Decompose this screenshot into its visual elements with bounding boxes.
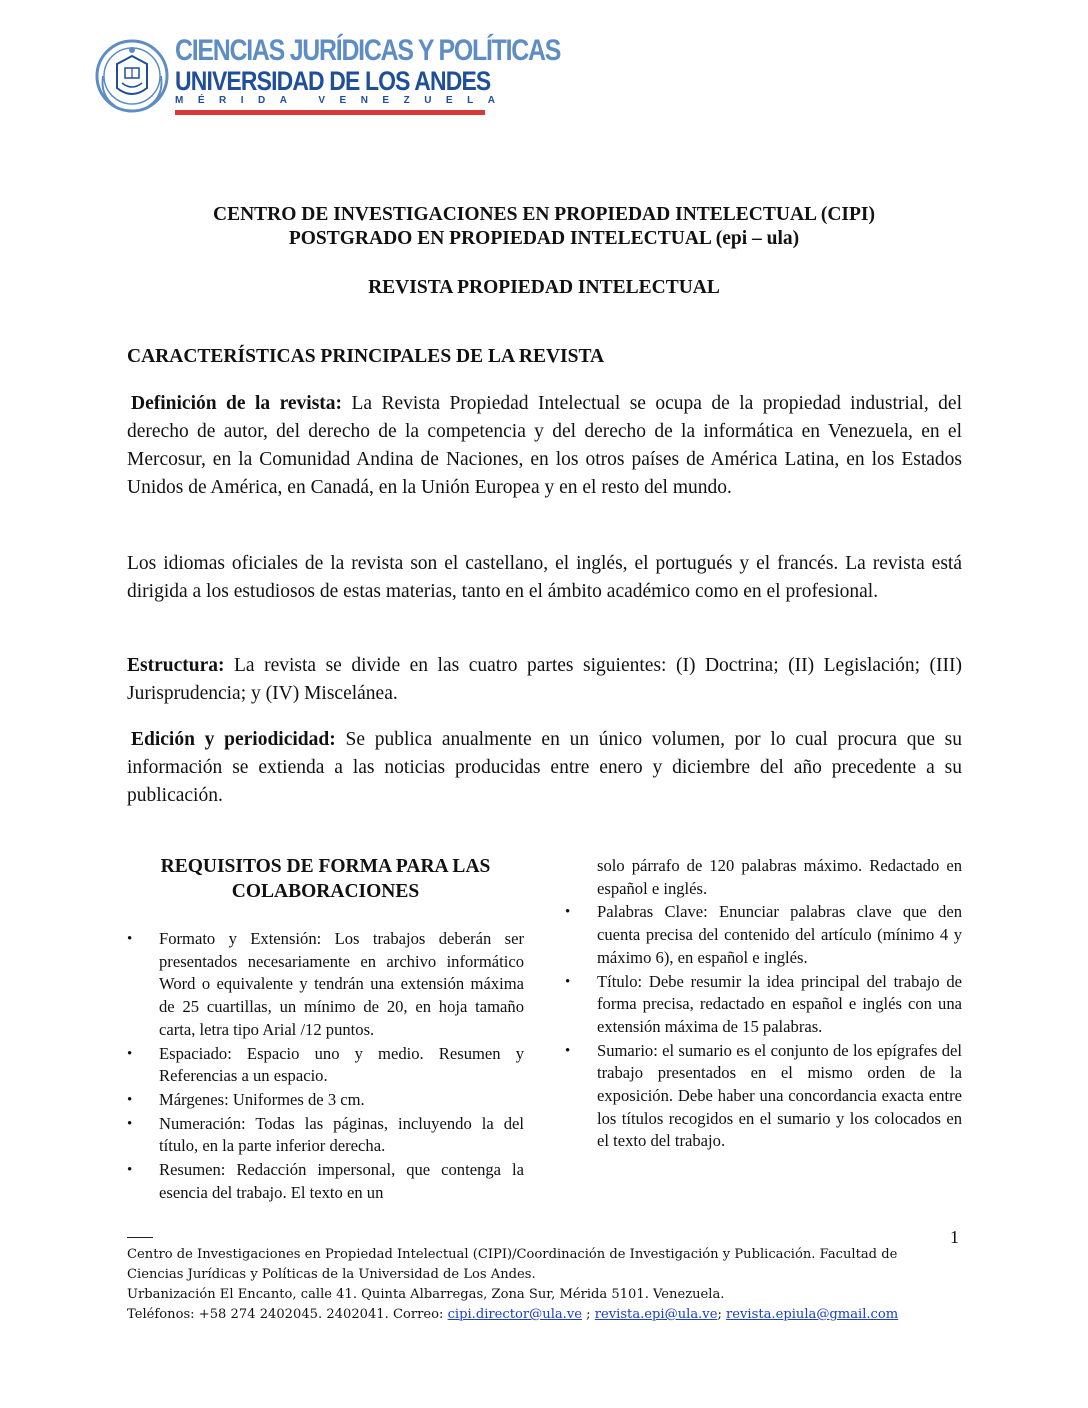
list-item-text: Espaciado: Espacio uno y medio. Resumen y Referencias a un espacio. xyxy=(159,1043,524,1086)
requisitos-list-right xyxy=(565,901,962,1153)
paragraph-idiomas xyxy=(127,550,962,606)
requisitos-right-column xyxy=(565,855,962,1154)
list-item xyxy=(127,928,524,1042)
footer-address-line-2: Urbanización El Encanto, calle 41. Quinta Albarregas, Zona Sur, Mérida 5101. Venezuela. xyxy=(127,1287,725,1302)
list-item xyxy=(565,971,962,1039)
footer-address-line-1: Centro de Investigaciones en Propiedad Intelectual (CIPI)/Coordinación de Investigación y Publicación. Facultad de Ciencias Jurídicas y Políticas de la Universidad de Los Andes. xyxy=(127,1247,898,1282)
header-line-2: POSTGRADO EN PROPIEDAD INTELECTUAL (epi – ula) xyxy=(288,228,800,249)
list-item xyxy=(127,1043,524,1088)
bullet-icon: • xyxy=(565,904,571,921)
letterhead-faculty: CIENCIAS JURÍDICAS Y POLÍTICAS xyxy=(175,34,561,67)
footer-contact-line xyxy=(127,1305,927,1325)
header-line-1: CENTRO DE INVESTIGACIONES EN PROPIEDAD INTELECTUAL (CIPI) xyxy=(212,204,876,225)
paragraph-label: Estructura: xyxy=(127,655,225,676)
paragraph-edicion xyxy=(127,726,962,810)
bullet-icon: • xyxy=(127,1091,133,1108)
paragraph-text: Los idiomas oficiales de la revista son el castellano, el inglés, el portugués y el francés. La revista está dirigida a los estudiosos de estas materias, tanto en el ámbito académico como en el profesional. xyxy=(127,553,962,602)
letterhead-location: MÉRIDA VENEZUELA xyxy=(175,95,510,106)
list-item-text: Numeración: Todas las páginas, incluyendo la del título, en la parte inferior derecha. xyxy=(159,1113,524,1156)
bullet-icon: • xyxy=(565,1042,571,1059)
university-seal-icon xyxy=(95,36,169,116)
paragraph-label: Definición de la revista: xyxy=(131,393,343,414)
footer-phones: Teléfonos: +58 274 2402045. 2402041. Correo: xyxy=(127,1307,448,1322)
footer-rule xyxy=(127,1237,153,1238)
section-title: CARACTERÍSTICAS PRINCIPALES DE LA REVISTA xyxy=(127,346,605,367)
journal-title: REVISTA PROPIEDAD INTELECTUAL xyxy=(368,277,720,298)
paragraph-definicion xyxy=(127,390,962,502)
list-item xyxy=(127,1113,524,1158)
bullet-icon: • xyxy=(565,973,571,990)
paragraph-estructura xyxy=(127,652,962,708)
footer-separator: ; xyxy=(582,1307,595,1322)
bullet-icon: • xyxy=(127,1162,133,1179)
page-number: 1 xyxy=(950,1227,959,1247)
letterhead-logo xyxy=(95,34,561,120)
requisitos-title: REQUISITOS DE FORMA PARA LAS COLABORACIONES xyxy=(160,856,491,902)
list-item-text: Resumen: Redacción impersonal, que contenga la esencia del trabajo. El texto en un xyxy=(159,1160,524,1202)
list-item-text: Título: Debe resumir la idea principal del trabajo de forma precisa, redactado en español e inglés con una extensión máxima de 15 palabras. xyxy=(597,971,962,1036)
bullet-icon: • xyxy=(127,931,133,947)
letterhead-red-bar xyxy=(175,110,485,115)
list-item-text: Márgenes: Uniformes de 3 cm. xyxy=(159,1089,365,1109)
bullet-icon: • xyxy=(127,1045,133,1062)
footer-separator: ; xyxy=(717,1307,727,1322)
email-link-revista-epi[interactable]: revista.epi@ula.ve xyxy=(594,1307,718,1322)
paragraph-text: La Revista Propiedad Intelectual se ocupa de la propiedad industrial, del derecho de autor, del derecho de la competencia y del derecho de la informática en Venezuela, en el Mercosur, en la Comunidad Andina de Naciones, en los otros países de América Latina, en los Estados Unidos de América, en Canadá, en la Unión Europea y en el resto del mundo. xyxy=(127,393,962,498)
paragraph-text: Se publica anualmente en un único volumen, por lo cual procura que su información se extienda a las noticias producidas entre enero y diciembre del año precedente a su publicación. xyxy=(127,729,963,806)
requisitos-list-left xyxy=(127,928,524,1204)
list-item-continuation: solo párrafo de 120 palabras máximo. Redactado en español e inglés. xyxy=(597,856,962,898)
list-item-text: Formato y Extensión: Los trabajos deberán ser presentados necesariamente en archivo informático Word o equivalente y tendrán una extensión máxima de 25 cuartillas, un mínimo de 20, en hoja tamaño carta, letra tipo Arial /12 puntos. xyxy=(159,929,524,1039)
list-item-text: Sumario: el sumario es el conjunto de los epígrafes del trabajo presentados en el mismo orden de la exposición. Debe haber una concordancia exacta entre los títulos recogidos en el sumario y los colocados en el texto del trabajo. xyxy=(597,1040,962,1151)
email-link-gmail[interactable]: revista.epiula@gmail.com xyxy=(726,1307,899,1322)
email-link-director[interactable]: cipi.director@ula.ve xyxy=(447,1307,582,1322)
list-item xyxy=(127,1089,524,1112)
list-item-text: Palabras Clave: Enunciar palabras clave que den cuenta precisa del contenido del artículo (mínimo 4 y máximo 6), en español e inglés. xyxy=(597,902,962,967)
list-item xyxy=(127,1159,524,1204)
list-item xyxy=(565,1040,962,1154)
list-item xyxy=(565,901,962,969)
paragraph-label: Edición y periodicidad: xyxy=(131,729,336,750)
paragraph-text: La revista se divide en las cuatro partes siguientes: (I) Doctrina; (II) Legislación; (III) Jurisprudencia; y (IV) Miscelánea. xyxy=(127,655,962,704)
requisitos-left-column xyxy=(127,928,524,1205)
letterhead-university: UNIVERSIDAD DE LOS ANDES xyxy=(175,66,491,96)
footer xyxy=(127,1245,927,1325)
bullet-icon: • xyxy=(127,1115,133,1132)
